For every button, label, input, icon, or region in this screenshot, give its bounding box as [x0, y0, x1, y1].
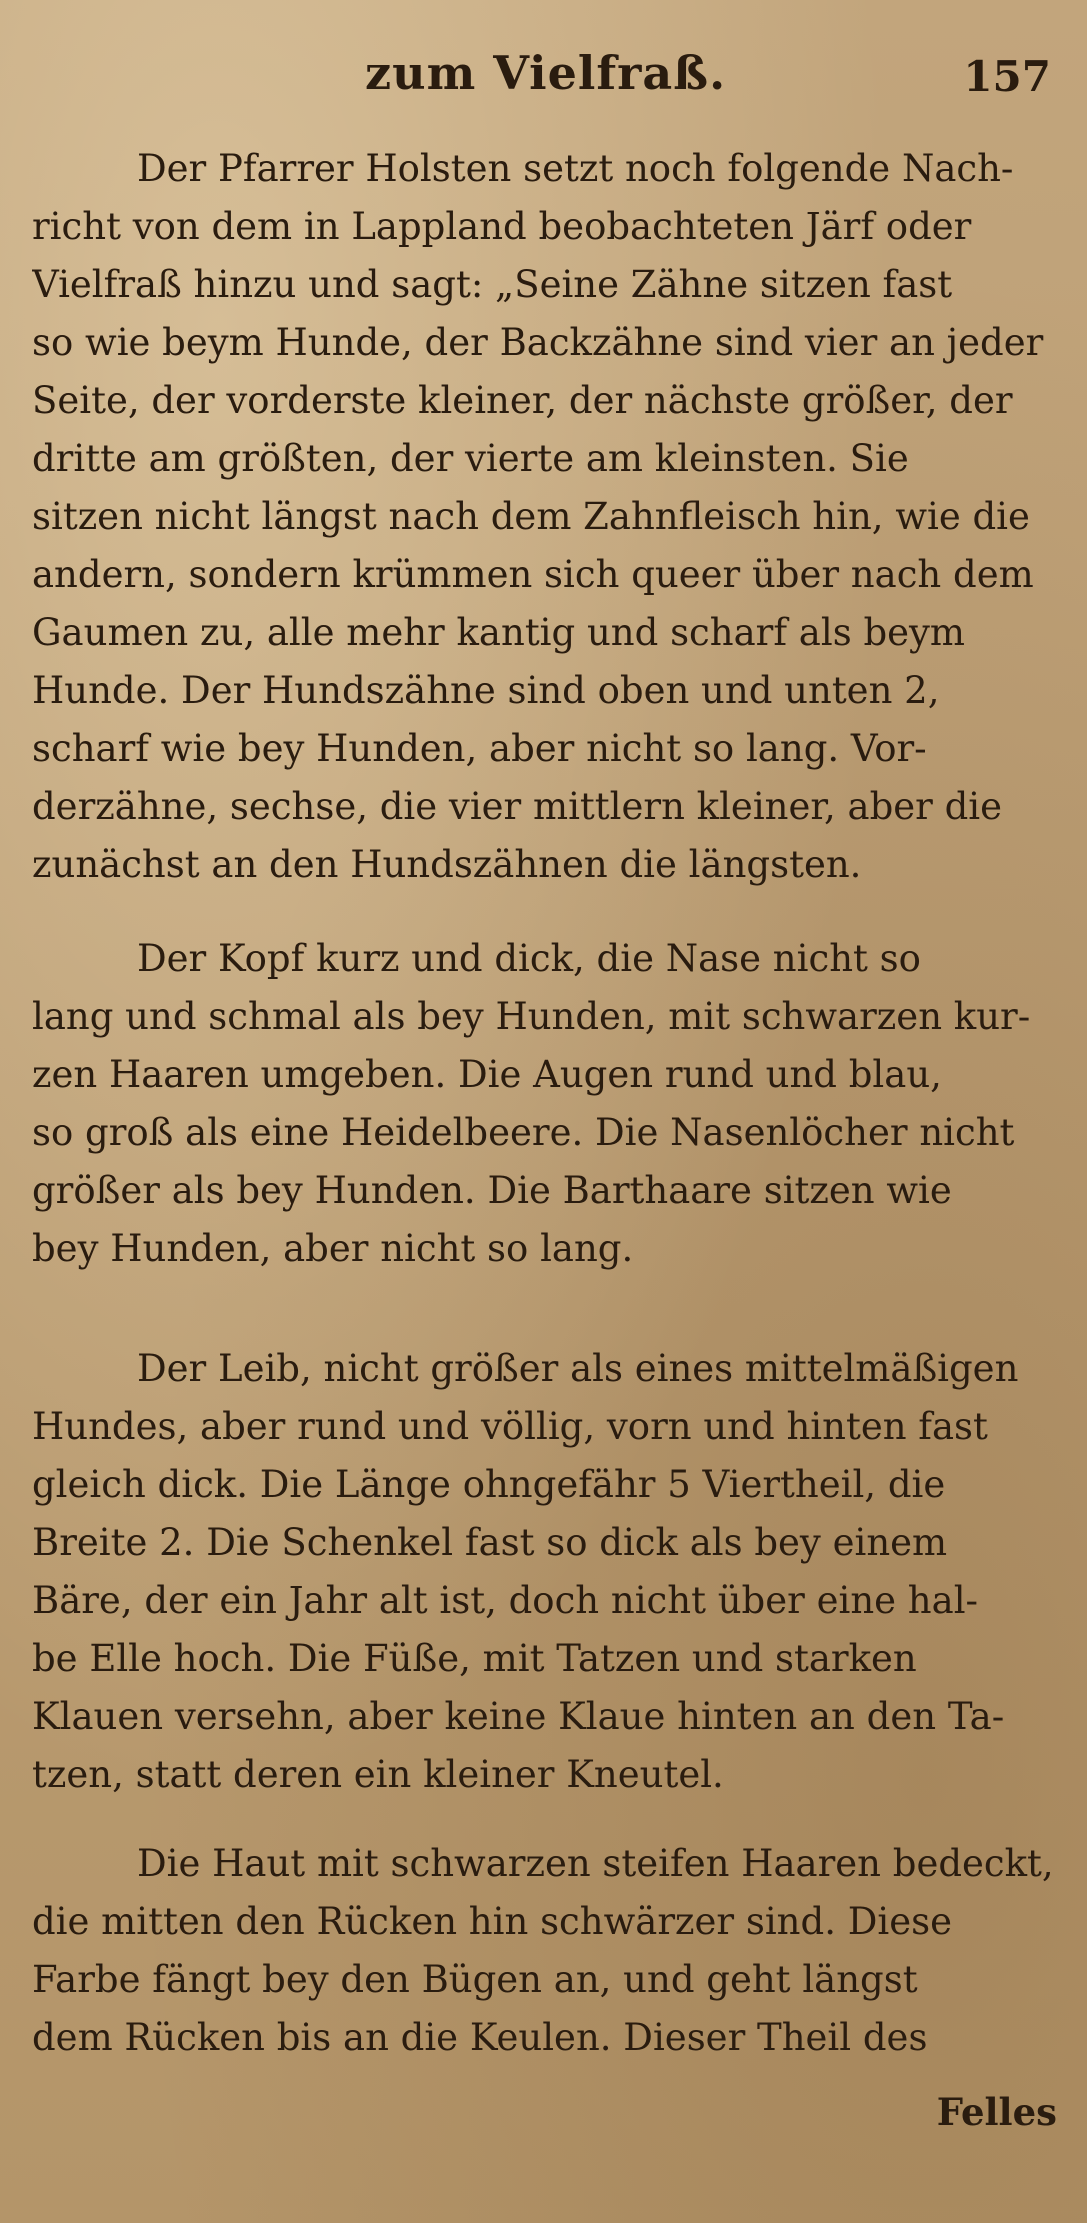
text-line: Klauen versehn, aber keine Klaue hinten an den Ta- [32, 1695, 1005, 1738]
text-line: Vielfraß hinzu und sagt: „Seine Zähne sitzen fast [32, 263, 953, 306]
paragraph-2 [32, 930, 1062, 1278]
paragraph-4 [32, 1835, 1062, 2067]
paragraph-3 [32, 1340, 1062, 1804]
text-line: bey Hunden, aber nicht so lang. [32, 1227, 634, 1270]
text-line: be Elle hoch. Die Füße, mit Tatzen und starken [32, 1637, 917, 1680]
text-line: derzähne, sechse, die vier mittlern kleiner, aber die [32, 785, 1003, 828]
text-line: Gaumen zu, alle mehr kantig und scharf als beym [32, 611, 966, 654]
text-line: so wie beym Hunde, der Backzähne sind vier an jeder [32, 321, 1044, 364]
paragraph-1 [32, 140, 1062, 894]
text-line: scharf wie bey Hunden, aber nicht so lang. Vor- [32, 727, 927, 770]
text-line: zunächst an den Hundszähnen die längsten. [32, 843, 862, 886]
text-line: die mitten den Rücken hin schwärzer sind. Diese [32, 1900, 952, 1943]
text-line: dem Rücken bis an die Keulen. Dieser Theil des [32, 2016, 928, 2059]
text-line: Der Leib, nicht größer als eines mittelmäßigen [137, 1347, 1019, 1390]
text-line: größer als bey Hunden. Die Barthaare sitzen wie [32, 1169, 952, 1212]
text-line: Bäre, der ein Jahr alt ist, doch nicht über eine hal- [32, 1579, 979, 1622]
catchword: Felles [936, 2090, 1057, 2134]
text-line: dritte am größten, der vierte am kleinsten. Sie [32, 437, 909, 480]
text-line: tzen, statt deren ein kleiner Kneutel. [32, 1753, 724, 1796]
text-line: zen Haaren umgeben. Die Augen rund und blau, [32, 1053, 942, 1096]
text-line: richt von dem in Lappland beobachteten Järf oder [32, 205, 972, 248]
page-header [0, 38, 1087, 108]
page-number: 157 [963, 52, 1051, 101]
text-line: Seite, der vorderste kleiner, der nächste größer, der [32, 379, 1013, 422]
running-title: zum Vielfraß. [365, 46, 727, 100]
text-line: Breite 2. Die Schenkel fast so dick als bey einem [32, 1521, 948, 1564]
text-line: andern, sondern krümmen sich queer über nach dem [32, 553, 1034, 596]
text-line: Hunde. Der Hundszähne sind oben und unten 2, [32, 669, 940, 712]
text-line: Farbe fängt bey den Bügen an, und geht längst [32, 1958, 918, 2001]
text-line: Die Haut mit schwarzen steifen Haaren bedeckt, [137, 1842, 1054, 1885]
text-line: Der Kopf kurz und dick, die Nase nicht so [137, 937, 921, 980]
text-line: gleich dick. Die Länge ohngefähr 5 Viertheil, die [32, 1463, 946, 1506]
text-line: so groß als eine Heidelbeere. Die Nasenlöcher nicht [32, 1111, 1015, 1154]
text-line: sitzen nicht längst nach dem Zahnfleisch hin, wie die [32, 495, 1030, 538]
text-line: Hundes, aber rund und völlig, vorn und hinten fast [32, 1405, 988, 1448]
text-line: lang und schmal als bey Hunden, mit schwarzen kur- [32, 995, 1031, 1038]
text-line: Der Pfarrer Holsten setzt noch folgende Nach- [137, 147, 1014, 190]
